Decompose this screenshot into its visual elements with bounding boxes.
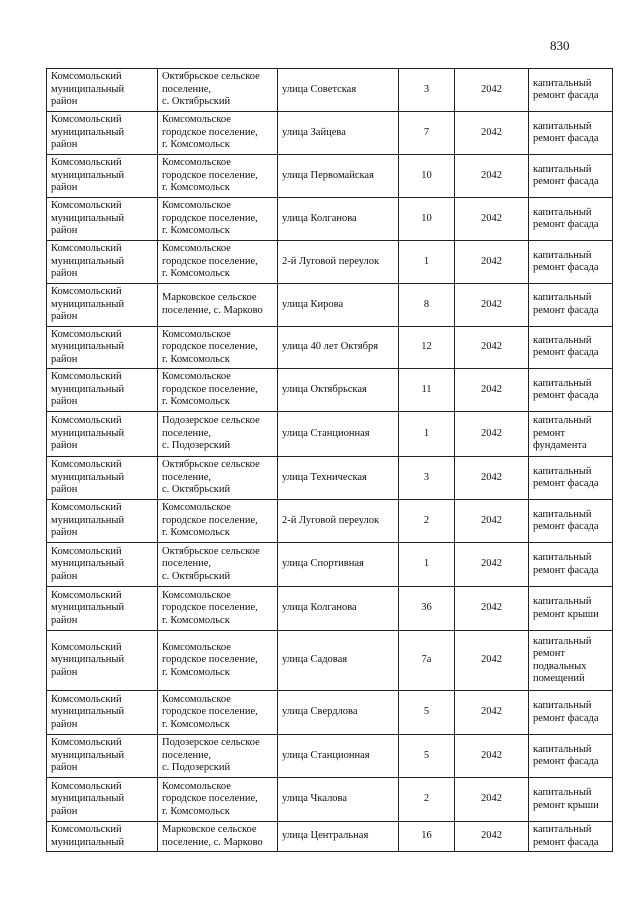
house-number-cell: 11 (399, 369, 455, 412)
year-cell: 2042 (455, 69, 529, 112)
year-cell: 2042 (455, 691, 529, 735)
table-row (47, 326, 613, 369)
work-type-cell: капитальный ремонт фасада (529, 155, 613, 198)
district-cell: Комсомольский муниципальный район (47, 412, 158, 457)
work-type-cell: капитальный ремонт крыши (529, 778, 613, 822)
settlement-cell: Комсомольское городское поселение, г. Комсомольск (158, 631, 278, 691)
work-type-cell: капитальный ремонт фасада (529, 326, 613, 369)
work-type-cell: капитальный ремонт фасада (529, 198, 613, 241)
street-cell: улица Кирова (278, 284, 399, 327)
street-cell: улица Советская (278, 69, 399, 112)
settlement-cell: Комсомольское городское поселение, г. Комсомольск (158, 778, 278, 822)
table-row (47, 369, 613, 412)
house-number-cell: 3 (399, 69, 455, 112)
district-cell: Комсомольский муниципальный район (47, 198, 158, 241)
settlement-cell: Марковское сельское поселение, с. Марково (158, 822, 278, 852)
street-cell: улица Зайцева (278, 112, 399, 155)
work-type-cell: капитальный ремонт фасада (529, 112, 613, 155)
table-row (47, 691, 613, 735)
settlement-cell: Марковское сельское поселение, с. Марково (158, 284, 278, 327)
table-row (47, 69, 613, 112)
district-cell: Комсомольский муниципальный район (47, 69, 158, 112)
street-cell: улица Первомайская (278, 155, 399, 198)
work-type-cell: капитальный ремонт фасада (529, 500, 613, 543)
settlement-cell: Подозерское сельское поселение, с. Подозерский (158, 735, 278, 778)
district-cell: Комсомольский муниципальный район (47, 735, 158, 778)
settlement-cell: Подозерское сельское поселение, с. Подозерский (158, 412, 278, 457)
street-cell: 2-й Луговой переулок (278, 500, 399, 543)
district-cell: Комсомольский муниципальный район (47, 691, 158, 735)
settlement-cell: Октябрьское сельское поселение, с. Октябрьский (158, 543, 278, 587)
street-cell: улица Чкалова (278, 778, 399, 822)
table-row (47, 412, 613, 457)
settlement-cell: Комсомольское городское поселение, г. Комсомольск (158, 691, 278, 735)
house-number-cell: 1 (399, 241, 455, 284)
district-cell: Комсомольский муниципальный район (47, 457, 158, 500)
house-number-cell: 2 (399, 500, 455, 543)
district-cell: Комсомольский муниципальный район (47, 241, 158, 284)
work-type-cell: капитальный ремонт фундамента (529, 412, 613, 457)
house-number-cell: 16 (399, 822, 455, 852)
house-number-cell: 5 (399, 735, 455, 778)
district-cell: Комсомольский муниципальный район (47, 587, 158, 631)
house-number-cell: 3 (399, 457, 455, 500)
work-type-cell: капитальный ремонт фасада (529, 284, 613, 327)
house-number-cell: 36 (399, 587, 455, 631)
settlement-cell: Октябрьское сельское поселение, с. Октябрьский (158, 69, 278, 112)
district-cell: Комсомольский муниципальный район (47, 155, 158, 198)
year-cell: 2042 (455, 412, 529, 457)
house-number-cell: 7 (399, 112, 455, 155)
year-cell: 2042 (455, 284, 529, 327)
table-row (47, 284, 613, 327)
settlement-cell: Комсомольское городское поселение, г. Комсомольск (158, 155, 278, 198)
street-cell: улица Октябрьская (278, 369, 399, 412)
street-cell: улица Свердлова (278, 691, 399, 735)
table-row (47, 822, 613, 852)
district-cell: Комсомольский муниципальный район (47, 631, 158, 691)
table-row (47, 631, 613, 691)
settlement-cell: Комсомольское городское поселение, г. Комсомольск (158, 241, 278, 284)
year-cell: 2042 (455, 500, 529, 543)
year-cell: 2042 (455, 241, 529, 284)
settlement-cell: Комсомольское городское поселение, г. Комсомольск (158, 369, 278, 412)
district-cell: Комсомольский муниципальный район (47, 284, 158, 327)
house-number-cell: 1 (399, 412, 455, 457)
year-cell: 2042 (455, 326, 529, 369)
street-cell: улица Станционная (278, 412, 399, 457)
table-row (47, 457, 613, 500)
work-type-cell: капитальный ремонт фасада (529, 691, 613, 735)
work-type-cell: капитальный ремонт подвальных помещений (529, 631, 613, 691)
work-type-cell: капитальный ремонт фасада (529, 822, 613, 852)
year-cell: 2042 (455, 369, 529, 412)
settlement-cell: Комсомольское городское поселение, г. Комсомольск (158, 326, 278, 369)
district-cell: Комсомольский муниципальный район (47, 500, 158, 543)
table-row (47, 155, 613, 198)
street-cell: улица 40 лет Октября (278, 326, 399, 369)
district-cell: Комсомольский муниципальный (47, 822, 158, 852)
work-type-cell: капитальный ремонт фасада (529, 457, 613, 500)
work-type-cell: капитальный ремонт фасада (529, 241, 613, 284)
street-cell: улица Садовая (278, 631, 399, 691)
settlement-cell: Комсомольское городское поселение, г. Комсомольск (158, 587, 278, 631)
year-cell: 2042 (455, 631, 529, 691)
table-row (47, 735, 613, 778)
street-cell: 2-й Луговой переулок (278, 241, 399, 284)
work-type-cell: капитальный ремонт крыши (529, 587, 613, 631)
street-cell: улица Спортивная (278, 543, 399, 587)
street-cell: улица Станционная (278, 735, 399, 778)
repair-schedule-table (46, 68, 613, 852)
work-type-cell: капитальный ремонт фасада (529, 735, 613, 778)
year-cell: 2042 (455, 112, 529, 155)
year-cell: 2042 (455, 155, 529, 198)
table-row (47, 778, 613, 822)
street-cell: улица Центральная (278, 822, 399, 852)
district-cell: Комсомольский муниципальный район (47, 112, 158, 155)
year-cell: 2042 (455, 198, 529, 241)
street-cell: улица Колганова (278, 198, 399, 241)
table-row (47, 543, 613, 587)
work-type-cell: капитальный ремонт фасада (529, 69, 613, 112)
table-row (47, 112, 613, 155)
table-row (47, 587, 613, 631)
settlement-cell: Комсомольское городское поселение, г. Комсомольск (158, 500, 278, 543)
table-row (47, 500, 613, 543)
house-number-cell: 8 (399, 284, 455, 327)
house-number-cell: 12 (399, 326, 455, 369)
house-number-cell: 1 (399, 543, 455, 587)
work-type-cell: капитальный ремонт фасада (529, 543, 613, 587)
house-number-cell: 10 (399, 155, 455, 198)
district-cell: Комсомольский муниципальный район (47, 326, 158, 369)
house-number-cell: 2 (399, 778, 455, 822)
page-number: 830 (550, 38, 570, 53)
settlement-cell: Комсомольское городское поселение, г. Комсомольск (158, 198, 278, 241)
house-number-cell: 10 (399, 198, 455, 241)
house-number-cell: 7а (399, 631, 455, 691)
settlement-cell: Октябрьское сельское поселение, с. Октябрьский (158, 457, 278, 500)
year-cell: 2042 (455, 457, 529, 500)
table-body (47, 69, 613, 852)
table-row (47, 198, 613, 241)
year-cell: 2042 (455, 735, 529, 778)
year-cell: 2042 (455, 587, 529, 631)
house-number-cell: 5 (399, 691, 455, 735)
year-cell: 2042 (455, 543, 529, 587)
work-type-cell: капитальный ремонт фасада (529, 369, 613, 412)
table-row (47, 241, 613, 284)
settlement-cell: Комсомольское городское поселение, г. Комсомольск (158, 112, 278, 155)
district-cell: Комсомольский муниципальный район (47, 778, 158, 822)
street-cell: улица Техническая (278, 457, 399, 500)
year-cell: 2042 (455, 778, 529, 822)
district-cell: Комсомольский муниципальный район (47, 543, 158, 587)
year-cell: 2042 (455, 822, 529, 852)
street-cell: улица Колганова (278, 587, 399, 631)
district-cell: Комсомольский муниципальный район (47, 369, 158, 412)
